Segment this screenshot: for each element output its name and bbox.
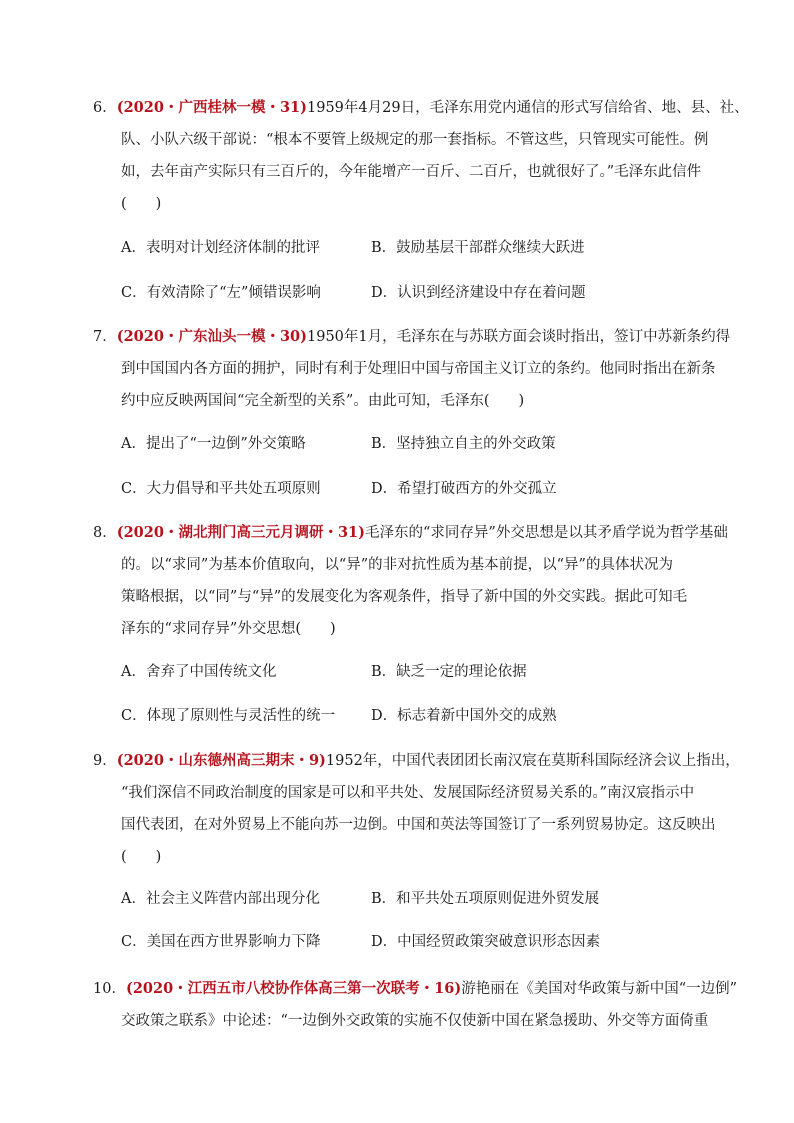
question-8-option-d[interactable]: D．标志着新中国外交的成熟 xyxy=(371,708,557,724)
question-text: 1950年1月，毛泽东在与苏联方面会谈时指出，签订中苏新条约得 xyxy=(307,329,731,345)
question-6-line-1 xyxy=(93,98,749,118)
question-6-option-b[interactable]: B．鼓励基层干部群众继续大跃进 xyxy=(371,240,585,256)
question-text: 1959年4月29日，毛泽东用党内通信的形式写信给省、地、县、社、 xyxy=(307,100,749,116)
question-source: (2020・广东汕头一模・30) xyxy=(116,328,307,345)
question-9-line-1 xyxy=(93,751,740,771)
question-text: 游艳丽在《美国对华政策与新中国“一边倒” xyxy=(461,981,738,997)
question-9-option-c[interactable]: C．美国在西方世界影响力下降 xyxy=(121,934,321,950)
question-9-option-a[interactable]: A．社会主义阵营内部出现分化 xyxy=(121,891,320,907)
question-6-option-d[interactable]: D．认识到经济建设中存在着问题 xyxy=(371,285,586,301)
question-number: 10． xyxy=(93,981,126,997)
question-8-line-2: 的。以“求同”为基本价值取向，以“异”的非对抗性质为基本前提，以“异”的具体状况为 xyxy=(121,557,673,573)
question-10-line-2: 交政策之联系》中论述：“一边倒外交政策的实施不仅使新中国在紧急援助、外交等方面倚重 xyxy=(121,1013,709,1029)
question-9-option-d[interactable]: D．中国经贸政策突破意识形态因素 xyxy=(371,934,601,950)
question-6-line-3: 如，去年亩产实际只有三百斤的，今年能增产一百斤、二百斤，也就很好了。”毛泽东此信件 xyxy=(121,164,702,180)
question-9-option-b[interactable]: B．和平共处五项原则促进外贸发展 xyxy=(371,891,600,907)
question-8-line-1 xyxy=(93,523,728,543)
question-9-line-2: “我们深信不同政治制度的国家是可以和平共处、发展国际经济贸易关系的。”南汉宸指示中 xyxy=(121,785,695,801)
question-7-line-1 xyxy=(93,327,730,347)
question-6-line-4: ( ) xyxy=(121,196,162,212)
question-source: (2020・山东德州高三期末・9) xyxy=(116,752,326,769)
question-7-option-c[interactable]: C．大力倡导和平共处五项原则 xyxy=(121,481,321,497)
question-8-line-4: 泽东的“求同存异”外交思想( ) xyxy=(121,621,336,637)
question-number: 7． xyxy=(93,329,117,345)
question-7-option-a[interactable]: A．提出了“一边倒”外交策略 xyxy=(121,436,306,452)
question-8-option-a[interactable]: A．舍弃了中国传统文化 xyxy=(121,664,277,680)
question-7-line-3: 约中应反映两国间“完全新型的关系”。由此可知，毛泽东( ) xyxy=(121,393,525,409)
question-7-line-2: 到中国国内各方面的拥护，同时有利于处理旧中国与帝国主义订立的条约。他同时指出在新条 xyxy=(121,361,716,377)
question-9-line-4: ( ) xyxy=(121,849,162,865)
question-number: 9． xyxy=(93,753,117,769)
question-source: (2020・江西五市八校协作体高三第一次联考・16) xyxy=(125,980,462,997)
question-6-line-2: 队、小队六级干部说：“根本不要管上级规定的那一套指标。不管这些，只管现实可能性。例 xyxy=(121,132,709,148)
question-7-option-b[interactable]: B．坚持独立自主的外交政策 xyxy=(371,436,556,452)
question-10-line-1 xyxy=(93,979,737,999)
question-source: (2020・广西桂林一模・31) xyxy=(116,99,307,116)
question-8-option-b[interactable]: B．缺乏一定的理论依据 xyxy=(371,664,527,680)
question-text: 1952年，中国代表团团长南汉宸在莫斯科国际经济会议上指出， xyxy=(325,753,740,769)
question-source: (2020・湖北荆门高三元月调研・31) xyxy=(116,524,365,541)
question-6-option-c[interactable]: C．有效清除了“左”倾错误影响 xyxy=(121,285,321,301)
question-number: 8． xyxy=(93,525,117,541)
question-text: 毛泽东的“求同存异”外交思想是以其矛盾学说为哲学基础 xyxy=(365,525,728,541)
question-6-option-a[interactable]: A．表明对计划经济体制的批评 xyxy=(121,240,320,256)
question-number: 6． xyxy=(93,100,117,116)
question-8-line-3: 策略根据，以“同”与“异”的发展变化为客观条件，指导了新中国的外交实践。据此可知毛 xyxy=(121,589,688,605)
question-9-line-3: 国代表团，在对外贸易上不能向苏一边倒。中国和英法等国签订了一系列贸易协定。这反映出 xyxy=(121,817,716,833)
question-7-option-d[interactable]: D．希望打破西方的外交孤立 xyxy=(371,481,557,497)
question-8-option-c[interactable]: C．体现了原则性与灵活性的统一 xyxy=(121,708,336,724)
